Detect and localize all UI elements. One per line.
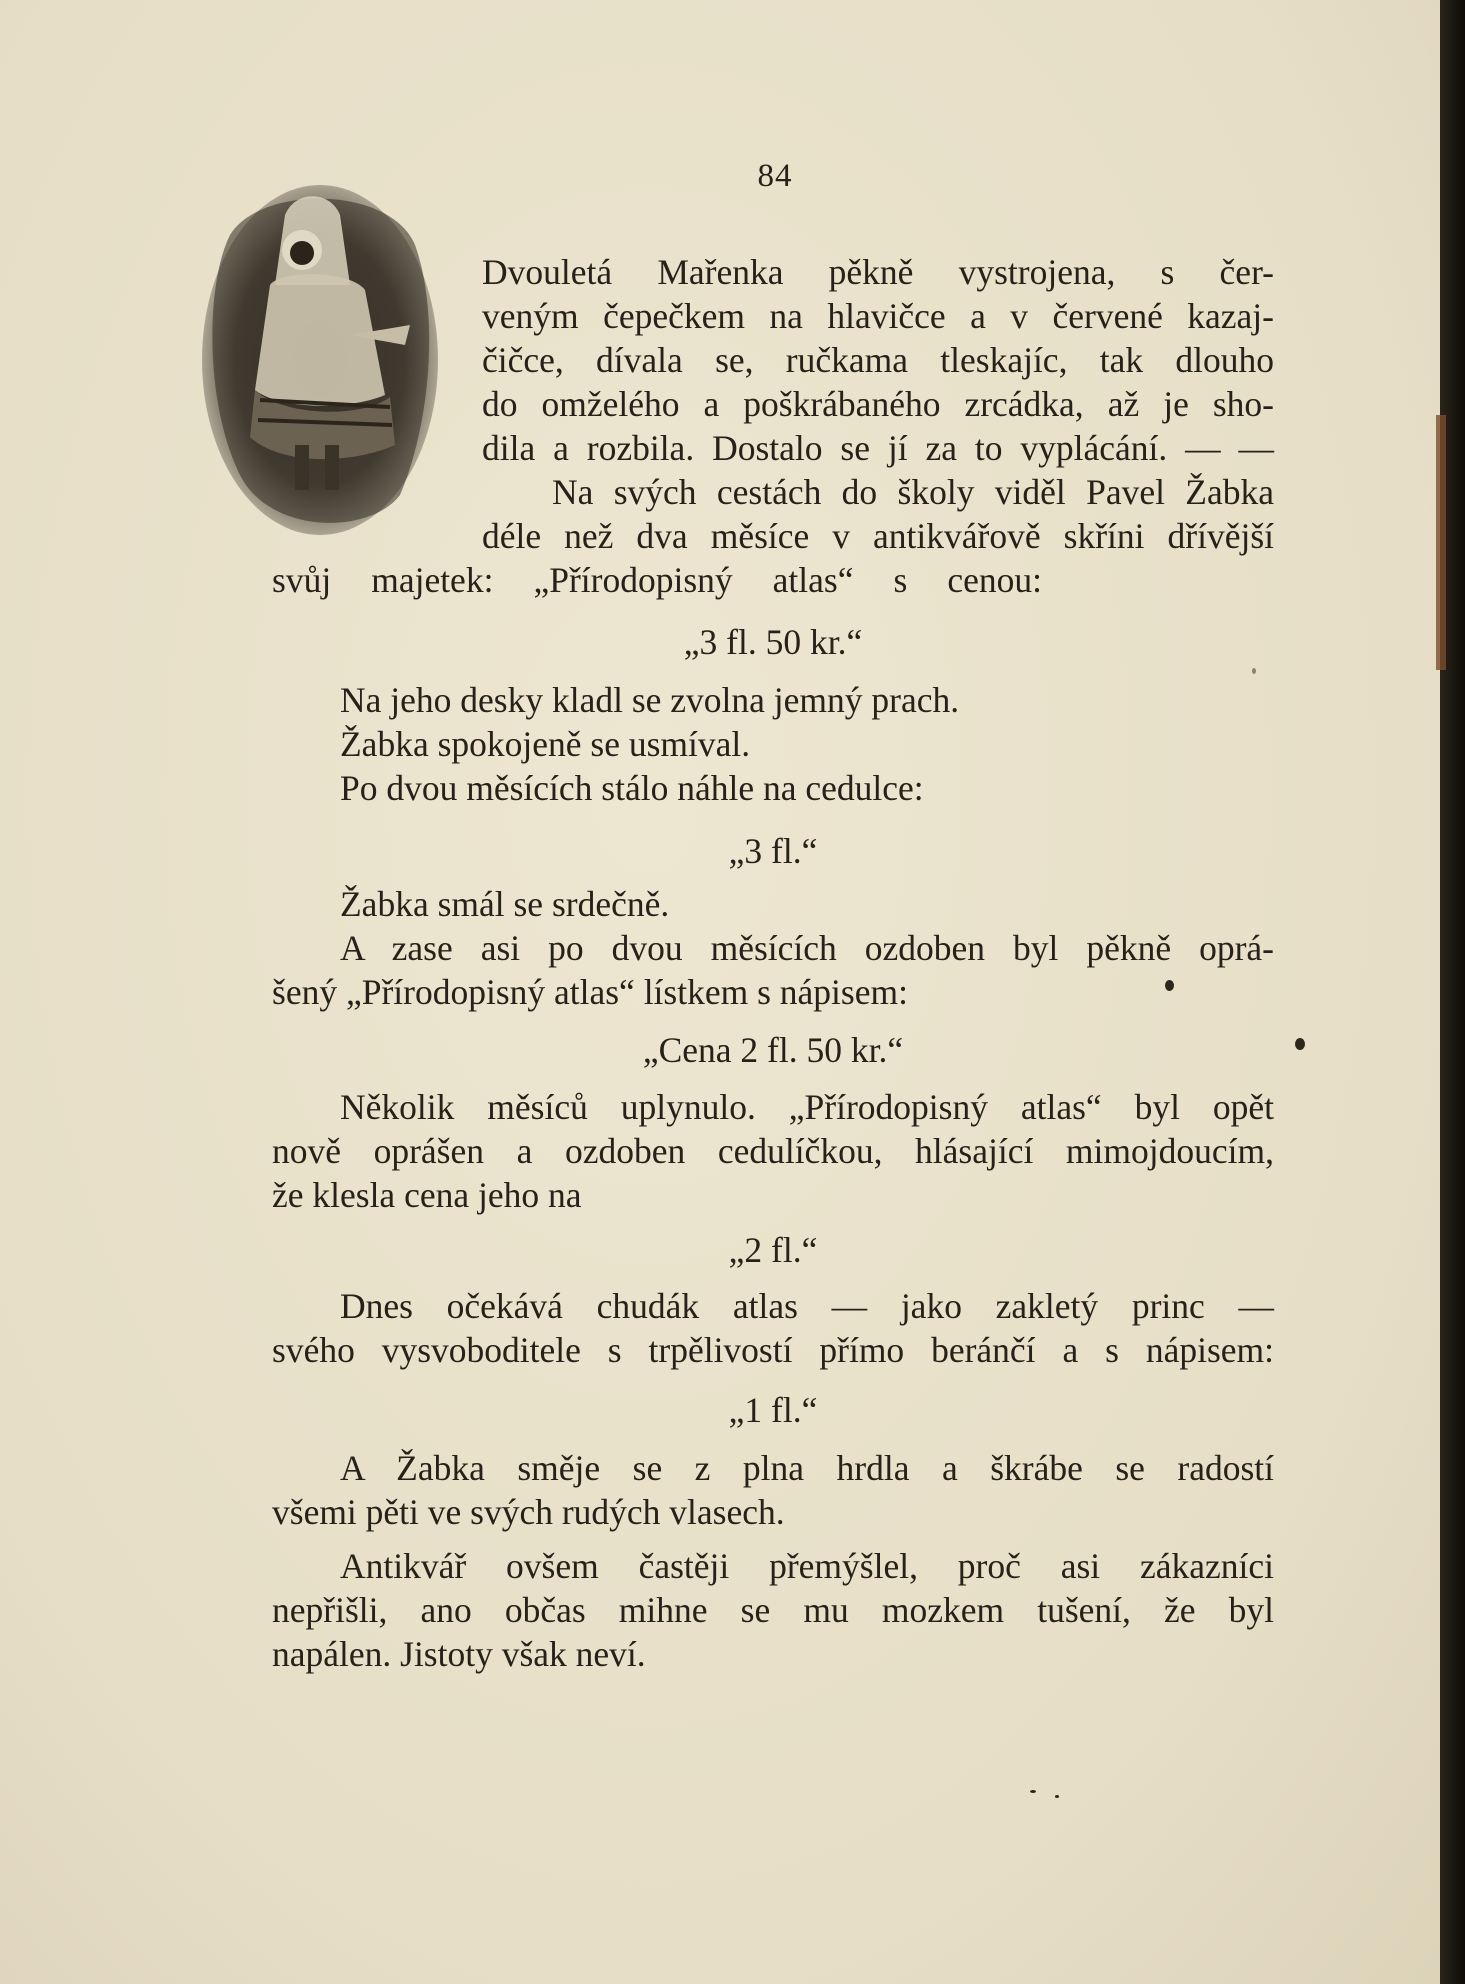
text-line: Antikvář ovšem častěji přemýšlel, proč asi zákazníci (340, 1546, 1274, 1586)
text-line: do omželého a poškrábaného zrcádka, až je sho- (482, 384, 1274, 424)
speck (1055, 1795, 1059, 1798)
speck (1165, 980, 1174, 991)
price-label: „Cena 2 fl. 50 kr.“ (642, 1030, 904, 1070)
text-line: Na jeho desky kladl se zvolna jemný prach. (340, 680, 960, 720)
text-line: napálen. Jistoty však neví. (272, 1634, 646, 1674)
text-line: šený „Přírodopisný atlas“ lístkem s nápisem: (272, 972, 908, 1012)
text-line: nově oprášen a ozdoben cedulíčkou, hlásající mimojdoucím, (272, 1131, 1274, 1171)
text-line: Dvouletá Mařenka pěkně vystrojena, s čer- (482, 252, 1274, 292)
text-line: Na svých cestách do školy viděl Pavel Žabka (552, 472, 1274, 512)
text-line: že klesla cena jeho na (272, 1175, 582, 1215)
speck (1295, 1038, 1305, 1050)
text-line: A zase asi po dvou měsících ozdoben byl pěkně oprá- (340, 928, 1274, 968)
text-line: Žabka smál se srdečně. (340, 884, 670, 924)
text-line: Dnes očekává chudák atlas — jako zakletý princ — (340, 1286, 1274, 1326)
text-line: nepřišli, ano občas mihne se mu mozkem tušení, že byl (272, 1590, 1274, 1630)
text-line: A Žabka směje se z plna hrdla a škrábe se radostí (340, 1448, 1274, 1488)
price-label: „1 fl.“ (728, 1390, 818, 1430)
text-line: svého vysvoboditele s trpělivostí přímo beránčí a s nápisem: (272, 1330, 1274, 1370)
text-line: déle než dva měsíce v antikvářově skříni dřívější (482, 516, 1274, 556)
price-label: „3 fl. 50 kr.“ (683, 622, 863, 662)
speck (1030, 1790, 1036, 1793)
text-line: dila a rozbila. Dostalo se jí za to vyplácání. — — (482, 428, 1274, 468)
page-number: 84 (757, 158, 793, 194)
speck (1252, 668, 1256, 674)
text-line: veným čepečkem na hlavičce a v červené kazaj- (482, 296, 1274, 336)
spine-mark (1436, 415, 1446, 670)
price-label: „2 fl.“ (728, 1230, 818, 1270)
page-edge-shadow (1440, 0, 1465, 1984)
child-vignette-illustration (200, 175, 440, 535)
text-line: čičce, dívala se, ručkama tleskajíc, tak dlouho (482, 340, 1274, 380)
price-label: „3 fl.“ (728, 831, 818, 871)
text-line: všemi pěti ve svých rudých vlasech. (272, 1492, 785, 1532)
text-line: Po dvou měsících stálo náhle na cedulce: (340, 768, 924, 808)
text-line: svůj majetek: „Přírodopisný atlas“ s cenou: (272, 560, 1042, 600)
text-line: Několik měsíců uplynulo. „Přírodopisný atlas“ byl opět (340, 1087, 1274, 1127)
text-line: Žabka spokojeně se usmíval. (340, 724, 751, 764)
